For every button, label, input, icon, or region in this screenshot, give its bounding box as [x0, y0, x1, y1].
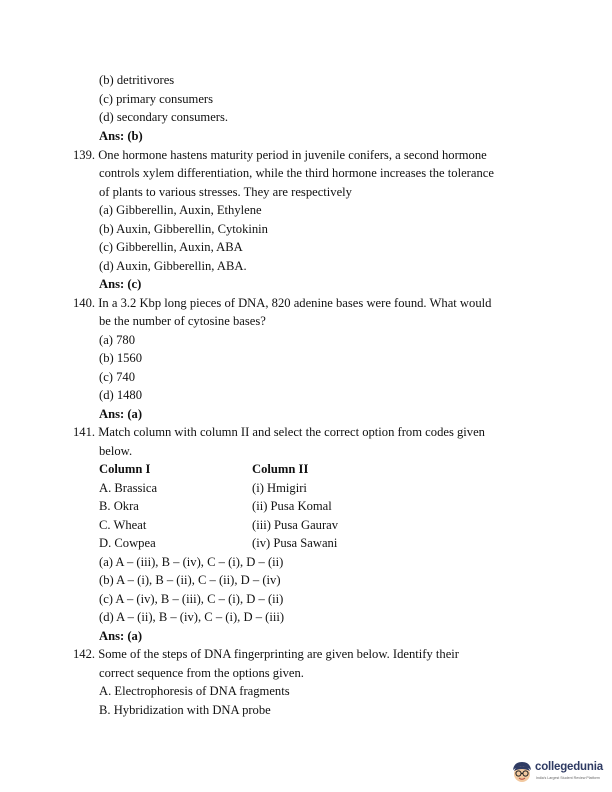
q138-answer: Ans: (b)	[99, 129, 143, 143]
q142-question-line1: 142. Some of the steps of DNA fingerprinting are given below. Identify their	[73, 647, 460, 661]
q140-option-b: (b) 1560	[99, 351, 143, 365]
q141-row-a-col1: A. Brassica	[99, 481, 158, 495]
q140-option-c: (c) 740	[99, 370, 136, 384]
q141-row-d-col1: D. Cowpea	[99, 536, 156, 550]
q139-question-line1: 139. One hormone hastens maturity period in juvenile conifers, a second hormone	[73, 148, 487, 162]
q141-question-line1: 141. Match column with column II and select the correct option from codes given	[73, 425, 485, 439]
q141-column2-header: Column II	[252, 462, 309, 476]
q141-column1-header: Column I	[99, 462, 151, 476]
q140-option-a: (a) 780	[99, 333, 136, 347]
q138-option-b: (b) detritivores	[99, 73, 175, 87]
collegedunia-logo[interactable]	[510, 758, 606, 788]
q139-option-d: (d) Auxin, Gibberellin, ABA.	[99, 259, 247, 273]
q142-step-a: A. Electrophoresis of DNA fragments	[99, 684, 290, 698]
mascot-face-icon	[510, 760, 534, 784]
q139-option-a: (a) Gibberellin, Auxin, Ethylene	[99, 203, 262, 217]
q141-question-line2: below.	[99, 444, 133, 458]
logo-wordmark: collegedunia	[535, 761, 603, 773]
q140-option-d: (d) 1480	[99, 388, 143, 402]
q141-option-b: (b) A – (i), B – (ii), C – (ii), D – (iv)	[99, 573, 281, 587]
q141-row-b-col2: (ii) Pusa Komal	[252, 499, 332, 513]
q139-option-b: (b) Auxin, Gibberellin, Cytokinin	[99, 222, 268, 236]
q141-row-b-col1: B. Okra	[99, 499, 139, 513]
q139-answer: Ans: (c)	[99, 277, 142, 291]
q139-question-line2: controls xylem differentiation, while the third hormone increases the tolerance	[99, 166, 494, 180]
q138-option-d: (d) secondary consumers.	[99, 110, 229, 124]
q139-option-c: (c) Gibberellin, Auxin, ABA	[99, 240, 243, 254]
q141-answer: Ans: (a)	[99, 629, 143, 643]
q141-row-c-col1: C. Wheat	[99, 518, 147, 532]
q140-answer: Ans: (a)	[99, 407, 143, 421]
q142-step-b: B. Hybridization with DNA probe	[99, 703, 271, 717]
q141-option-d: (d) A – (ii), B – (iv), C – (i), D – (iii)	[99, 610, 285, 624]
q141-option-a: (a) A – (iii), B – (iv), C – (i), D – (ii)	[99, 555, 284, 569]
q141-row-c-col2: (iii) Pusa Gaurav	[252, 518, 339, 532]
q141-option-c: (c) A – (iv), B – (iii), C – (i), D – (ii)	[99, 592, 284, 606]
q139-question-line3: of plants to various stresses. They are respectively	[99, 185, 352, 199]
q141-row-d-col2: (iv) Pusa Sawani	[252, 536, 338, 550]
q141-row-a-col2: (i) Hmigiri	[252, 481, 307, 495]
q142-question-line2: correct sequence from the options given.	[99, 666, 304, 680]
q140-question-line2: be the number of cytosine bases?	[99, 314, 266, 328]
q140-question-line1: 140. In a 3.2 Kbp long pieces of DNA, 820 adenine bases were found. What would	[73, 296, 492, 310]
q138-option-c: (c) primary consumers	[99, 92, 214, 106]
logo-tagline: India's Largest Student Review Platform	[536, 776, 600, 780]
